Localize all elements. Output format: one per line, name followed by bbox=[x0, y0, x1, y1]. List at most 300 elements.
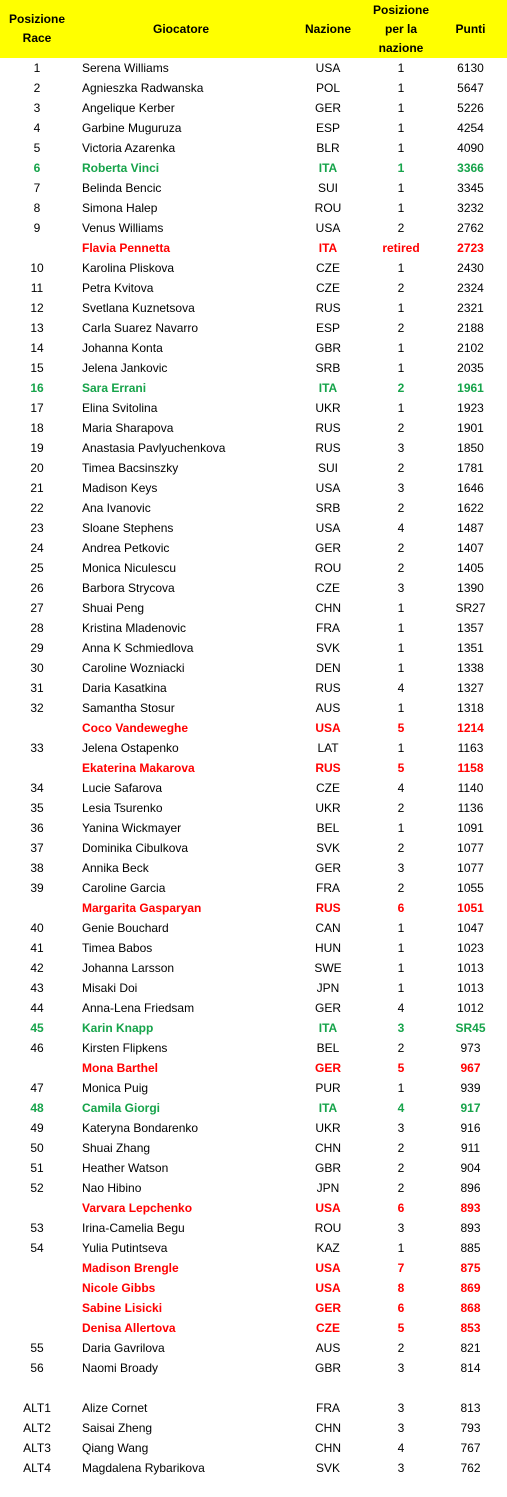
nation-rank-cell: 4 bbox=[397, 681, 405, 695]
points-cell: 893 bbox=[460, 1201, 481, 1215]
points-cell: 4254 bbox=[457, 121, 484, 135]
nation-cell: ITA bbox=[318, 1101, 338, 1115]
nation-rank-cell: 2 bbox=[397, 881, 405, 895]
nation-cell: BLR bbox=[316, 141, 340, 155]
points-cell: 813 bbox=[460, 1401, 481, 1415]
nation-rank-cell: 5 bbox=[397, 1321, 405, 1335]
player-name-cell: Anna-Lena Friedsam bbox=[82, 1001, 195, 1015]
player-name-cell: Lucie Safarova bbox=[82, 781, 163, 795]
table-row bbox=[0, 1298, 507, 1318]
nation-cell: GER bbox=[314, 861, 341, 875]
table-row bbox=[0, 518, 507, 538]
table-header bbox=[0, 0, 507, 58]
points-cell: 869 bbox=[460, 1281, 481, 1295]
rank-cell: 55 bbox=[30, 1341, 44, 1355]
table-row bbox=[0, 1178, 507, 1198]
header-nation: Nazione bbox=[288, 0, 368, 58]
table-row bbox=[0, 598, 507, 618]
table-row bbox=[0, 278, 507, 298]
nation-rank-cell: 2 bbox=[397, 221, 405, 235]
nation-rank-cell: 2 bbox=[397, 801, 405, 815]
nation-rank-cell: 3 bbox=[397, 441, 405, 455]
nation-rank-cell: 2 bbox=[397, 1141, 405, 1155]
table-row bbox=[0, 758, 507, 778]
table-row bbox=[0, 898, 507, 918]
nation-rank-cell: 2 bbox=[397, 1181, 405, 1195]
nation-rank-cell: 2 bbox=[397, 561, 405, 575]
table-row bbox=[0, 438, 507, 458]
player-name-cell: Sloane Stephens bbox=[82, 521, 174, 535]
nation-cell: USA bbox=[315, 221, 341, 235]
nation-cell: RUS bbox=[315, 301, 341, 315]
player-name-cell: Victoria Azarenka bbox=[82, 141, 176, 155]
rank-cell: 12 bbox=[30, 301, 44, 315]
rank-cell: 41 bbox=[30, 941, 44, 955]
points-cell: 911 bbox=[460, 1141, 481, 1155]
nation-cell: GBR bbox=[314, 1361, 341, 1375]
player-name-cell: Johanna Konta bbox=[82, 341, 163, 355]
points-cell: 2321 bbox=[457, 301, 484, 315]
rank-cell: 42 bbox=[30, 961, 44, 975]
rank-cell: 34 bbox=[30, 781, 44, 795]
nation-rank-cell: 3 bbox=[397, 1401, 405, 1415]
points-cell: 1923 bbox=[457, 401, 484, 415]
player-name-cell: Misaki Doi bbox=[82, 981, 138, 995]
rank-cell: 22 bbox=[30, 501, 44, 515]
table-row bbox=[0, 378, 507, 398]
table-row bbox=[0, 558, 507, 578]
points-cell: 6130 bbox=[457, 61, 484, 75]
nation-cell: ITA bbox=[318, 161, 338, 175]
player-name-cell: Naomi Broady bbox=[82, 1361, 159, 1375]
table-row bbox=[0, 238, 507, 258]
table-row bbox=[0, 298, 507, 318]
player-name-cell: Karolina Pliskova bbox=[82, 261, 175, 275]
points-cell: 967 bbox=[460, 1061, 481, 1075]
points-cell: 1013 bbox=[457, 981, 484, 995]
rank-cell: 18 bbox=[30, 421, 44, 435]
player-name-cell: Ekaterina Makarova bbox=[82, 761, 195, 775]
nation-rank-cell: 2 bbox=[397, 321, 405, 335]
rank-cell: 7 bbox=[33, 181, 41, 195]
table-row bbox=[0, 1198, 507, 1218]
points-cell bbox=[434, 1378, 507, 1398]
player-name-cell: Simona Halep bbox=[82, 201, 158, 215]
nation-rank-cell: 4 bbox=[397, 521, 405, 535]
table-row bbox=[0, 1418, 507, 1438]
rank-cell: 52 bbox=[30, 1181, 44, 1195]
points-cell: 5647 bbox=[457, 81, 484, 95]
player-name-cell: Kateryna Bondarenko bbox=[82, 1121, 199, 1135]
rank-cell bbox=[0, 1378, 74, 1398]
player-name-cell: Caroline Wozniacki bbox=[82, 661, 185, 675]
points-cell: 1047 bbox=[457, 921, 484, 935]
nation-cell: UKR bbox=[315, 801, 341, 815]
table-row bbox=[0, 618, 507, 638]
player-name-cell: Venus Williams bbox=[82, 221, 164, 235]
nation-rank-cell: 1 bbox=[397, 81, 405, 95]
player-name-cell: Timea Bacsinszky bbox=[82, 461, 179, 475]
rank-cell: 2 bbox=[33, 81, 41, 95]
points-cell: 1327 bbox=[457, 681, 484, 695]
points-cell: 1487 bbox=[457, 521, 484, 535]
nation-rank-cell bbox=[368, 1378, 434, 1398]
nation-cell: GER bbox=[314, 1061, 341, 1075]
nation-rank-cell: retired bbox=[382, 241, 420, 255]
player-name-cell: Dominika Cibulkova bbox=[82, 841, 189, 855]
table-row bbox=[0, 1238, 507, 1258]
table-row bbox=[0, 178, 507, 198]
rank-cell: 26 bbox=[30, 581, 44, 595]
nation-rank-cell: 1 bbox=[397, 601, 405, 615]
player-name-cell: Agnieszka Radwanska bbox=[82, 81, 204, 95]
points-cell: 893 bbox=[460, 1221, 481, 1235]
nation-rank-cell: 1 bbox=[397, 341, 405, 355]
nation-rank-cell: 1 bbox=[397, 941, 405, 955]
nation-rank-cell: 5 bbox=[397, 761, 405, 775]
points-cell: 2430 bbox=[457, 261, 484, 275]
player-name-cell: Kristina Mladenovic bbox=[82, 621, 187, 635]
rank-cell: 43 bbox=[30, 981, 44, 995]
nation-cell: USA bbox=[315, 721, 341, 735]
points-cell: 1646 bbox=[457, 481, 484, 495]
player-name-cell: Maria Sharapova bbox=[82, 421, 174, 435]
table-row bbox=[0, 1258, 507, 1278]
rank-cell: 19 bbox=[30, 441, 44, 455]
rank-cell: 30 bbox=[30, 661, 44, 675]
nation-cell: DEN bbox=[315, 661, 341, 675]
points-cell: 1338 bbox=[457, 661, 484, 675]
player-name-cell: Caroline Garcia bbox=[82, 881, 166, 895]
rank-cell: ALT4 bbox=[23, 1461, 51, 1475]
table-row bbox=[0, 318, 507, 338]
table-row bbox=[0, 1138, 507, 1158]
rank-cell: 11 bbox=[30, 281, 44, 295]
nation-cell: UKR bbox=[315, 401, 341, 415]
player-name-cell: Lesia Tsurenko bbox=[82, 801, 163, 815]
rank-cell: 46 bbox=[30, 1041, 44, 1055]
player-name-cell: Elina Svitolina bbox=[82, 401, 158, 415]
table-row bbox=[0, 978, 507, 998]
player-name-cell: Sara Errani bbox=[82, 381, 147, 395]
header-pos-nation: Posizione per la nazione bbox=[368, 0, 434, 58]
nation-cell: HUN bbox=[315, 941, 341, 955]
player-name-cell: Monica Niculescu bbox=[82, 561, 177, 575]
rank-cell: 35 bbox=[30, 801, 44, 815]
table-row bbox=[0, 1378, 507, 1398]
table-row bbox=[0, 498, 507, 518]
points-cell: 916 bbox=[460, 1121, 481, 1135]
nation-cell: CZE bbox=[316, 1321, 340, 1335]
table-row bbox=[0, 1458, 507, 1478]
nation-cell: GER bbox=[314, 1001, 341, 1015]
rank-cell bbox=[0, 1318, 74, 1338]
player-name-cell: Madison Brengle bbox=[82, 1261, 179, 1275]
points-cell: 896 bbox=[460, 1181, 481, 1195]
points-cell: 2723 bbox=[457, 241, 484, 255]
points-cell: 1163 bbox=[457, 741, 484, 755]
nation-cell: CHN bbox=[315, 1441, 341, 1455]
player-name-cell: Belinda Bencic bbox=[82, 181, 162, 195]
table-row bbox=[0, 1278, 507, 1298]
rank-cell: 10 bbox=[30, 261, 44, 275]
points-cell: 2188 bbox=[457, 321, 484, 335]
table-row bbox=[0, 478, 507, 498]
table-row bbox=[0, 398, 507, 418]
rank-cell bbox=[0, 1258, 74, 1278]
player-name-cell: Serena Williams bbox=[82, 61, 169, 75]
points-cell: 2762 bbox=[457, 221, 484, 235]
points-cell: 3345 bbox=[457, 181, 484, 195]
player-name-cell: Shuai Peng bbox=[82, 601, 145, 615]
nation-cell: FRA bbox=[316, 621, 340, 635]
table-row bbox=[0, 198, 507, 218]
rank-cell: 21 bbox=[30, 481, 44, 495]
nation-cell: ROU bbox=[314, 561, 342, 575]
table-row bbox=[0, 1058, 507, 1078]
rank-cell: 53 bbox=[30, 1221, 44, 1235]
player-name-cell: Heather Watson bbox=[82, 1161, 169, 1175]
rank-cell: 15 bbox=[30, 361, 44, 375]
table-body bbox=[0, 58, 507, 1478]
points-cell: 1318 bbox=[457, 701, 484, 715]
nation-cell: CZE bbox=[316, 581, 340, 595]
nation-rank-cell: 3 bbox=[397, 481, 405, 495]
points-cell: 1012 bbox=[457, 1001, 484, 1015]
nation-rank-cell: 1 bbox=[397, 1081, 405, 1095]
table-row bbox=[0, 158, 507, 178]
nation-cell: RUS bbox=[315, 441, 341, 455]
player-name-cell: Magdalena Rybarikova bbox=[82, 1461, 205, 1475]
rank-cell: 49 bbox=[30, 1121, 44, 1135]
points-cell: 3232 bbox=[457, 201, 484, 215]
player-name-cell: Barbora Strycova bbox=[82, 581, 175, 595]
nation-rank-cell: 1 bbox=[397, 61, 405, 75]
points-cell: 885 bbox=[460, 1241, 481, 1255]
player-name-cell: Garbine Muguruza bbox=[82, 121, 182, 135]
nation-rank-cell: 3 bbox=[397, 581, 405, 595]
table-row bbox=[0, 838, 507, 858]
nation-rank-cell: 1 bbox=[397, 961, 405, 975]
player-name-cell: Coco Vandeweghe bbox=[82, 721, 189, 735]
points-cell: 3366 bbox=[457, 161, 484, 175]
rank-cell: ALT3 bbox=[23, 1441, 51, 1455]
player-name-cell: Jelena Ostapenko bbox=[82, 741, 179, 755]
points-cell: 1357 bbox=[457, 621, 484, 635]
player-name-cell: Angelique Kerber bbox=[82, 101, 175, 115]
nation-cell: ITA bbox=[318, 241, 338, 255]
nation-rank-cell: 3 bbox=[397, 1461, 405, 1475]
nation-rank-cell: 5 bbox=[397, 1061, 405, 1075]
points-cell: 1091 bbox=[457, 821, 484, 835]
nation-rank-cell: 1 bbox=[397, 1241, 405, 1255]
points-cell: SR27 bbox=[455, 601, 486, 615]
nation-rank-cell: 3 bbox=[397, 1421, 405, 1435]
nation-rank-cell: 3 bbox=[397, 1021, 405, 1035]
player-name-cell: Samantha Stosur bbox=[82, 701, 175, 715]
points-cell: 875 bbox=[460, 1261, 481, 1275]
nation-cell: BEL bbox=[316, 821, 340, 835]
table-row bbox=[0, 798, 507, 818]
table-row bbox=[0, 638, 507, 658]
rank-cell: 5 bbox=[33, 141, 41, 155]
table-row bbox=[0, 1338, 507, 1358]
player-name-cell: Nao Hibino bbox=[82, 1181, 142, 1195]
nation-cell: ITA bbox=[318, 1021, 338, 1035]
rank-cell: 4 bbox=[33, 121, 41, 135]
nation-cell: CZE bbox=[316, 281, 340, 295]
nation-cell: LAT bbox=[317, 741, 339, 755]
rank-cell bbox=[0, 1198, 74, 1218]
rank-cell: 37 bbox=[30, 841, 44, 855]
nation-cell: RUS bbox=[315, 901, 341, 915]
nation-rank-cell: 2 bbox=[397, 501, 405, 515]
nation-cell: ROU bbox=[314, 1221, 342, 1235]
nation-rank-cell: 1 bbox=[397, 661, 405, 675]
points-cell: 853 bbox=[460, 1321, 481, 1335]
nation-rank-cell: 1 bbox=[397, 921, 405, 935]
nation-cell: JPN bbox=[316, 981, 340, 995]
table-row bbox=[0, 718, 507, 738]
player-name-cell: Yulia Putintseva bbox=[82, 1241, 168, 1255]
rank-cell: 44 bbox=[30, 1001, 44, 1015]
nation-cell: SRB bbox=[315, 361, 341, 375]
nation-cell: RUS bbox=[315, 681, 341, 695]
player-name-cell: Yanina Wickmayer bbox=[82, 821, 182, 835]
nation-rank-cell: 2 bbox=[397, 381, 405, 395]
points-cell: 1077 bbox=[457, 841, 484, 855]
nation-cell: PUR bbox=[315, 1081, 341, 1095]
points-cell: 1407 bbox=[457, 541, 484, 555]
rank-cell: 40 bbox=[30, 921, 44, 935]
player-name-cell: Daria Kasatkina bbox=[82, 681, 167, 695]
points-cell: 1140 bbox=[457, 781, 484, 795]
rank-cell: ALT2 bbox=[23, 1421, 51, 1435]
rank-cell: 25 bbox=[30, 561, 44, 575]
player-name-cell bbox=[74, 1378, 288, 1398]
nation-rank-cell: 2 bbox=[397, 421, 405, 435]
player-name-cell: Svetlana Kuznetsova bbox=[82, 301, 195, 315]
points-cell: 1136 bbox=[457, 801, 484, 815]
nation-rank-cell: 1 bbox=[397, 141, 405, 155]
points-cell: SR45 bbox=[455, 1021, 486, 1035]
rank-cell bbox=[0, 718, 74, 738]
rank-cell: 14 bbox=[30, 341, 44, 355]
rank-cell: 9 bbox=[33, 221, 41, 235]
nation-rank-cell: 1 bbox=[397, 981, 405, 995]
nation-cell: USA bbox=[315, 1281, 341, 1295]
nation-rank-cell: 6 bbox=[397, 901, 405, 915]
rank-cell bbox=[0, 238, 74, 258]
player-name-cell: Qiang Wang bbox=[82, 1441, 149, 1455]
table-row bbox=[0, 1118, 507, 1138]
nation-rank-cell: 2 bbox=[397, 1041, 405, 1055]
player-name-cell: Saisai Zheng bbox=[82, 1421, 153, 1435]
rank-cell: 17 bbox=[30, 401, 44, 415]
table-row bbox=[0, 818, 507, 838]
table-row bbox=[0, 1078, 507, 1098]
rank-cell: 27 bbox=[30, 601, 44, 615]
nation-rank-cell: 4 bbox=[397, 1441, 405, 1455]
player-name-cell: Carla Suarez Navarro bbox=[82, 321, 199, 335]
player-name-cell: Camila Giorgi bbox=[82, 1101, 161, 1115]
points-cell: 793 bbox=[460, 1421, 481, 1435]
player-name-cell: Margarita Gasparyan bbox=[82, 901, 202, 915]
points-cell: 814 bbox=[460, 1361, 481, 1375]
table-row bbox=[0, 58, 507, 78]
nation-cell: RUS bbox=[315, 761, 341, 775]
nation-cell: GER bbox=[314, 101, 341, 115]
rank-cell: 45 bbox=[30, 1021, 44, 1035]
nation-cell: SWE bbox=[314, 961, 342, 975]
rank-cell: 23 bbox=[30, 521, 44, 535]
nation-rank-cell: 1 bbox=[397, 361, 405, 375]
player-name-cell: Nicole Gibbs bbox=[82, 1281, 156, 1295]
nation-cell: CHN bbox=[315, 1421, 341, 1435]
nation-cell: USA bbox=[315, 61, 341, 75]
table-row bbox=[0, 698, 507, 718]
table-row bbox=[0, 878, 507, 898]
points-cell: 4090 bbox=[457, 141, 484, 155]
rank-cell: 8 bbox=[33, 201, 41, 215]
nation-rank-cell: 2 bbox=[397, 1341, 405, 1355]
table-row bbox=[0, 778, 507, 798]
nation-rank-cell: 1 bbox=[397, 401, 405, 415]
nation-cell: SUI bbox=[317, 461, 338, 475]
rank-cell bbox=[0, 898, 74, 918]
header-player: Giocatore bbox=[74, 0, 288, 58]
rank-cell: 31 bbox=[30, 681, 44, 695]
points-cell: 762 bbox=[460, 1461, 481, 1475]
points-cell: 1390 bbox=[457, 581, 484, 595]
table-row bbox=[0, 218, 507, 238]
points-cell: 2035 bbox=[457, 361, 484, 375]
points-cell: 2102 bbox=[457, 341, 484, 355]
nation-cell: CHN bbox=[315, 601, 341, 615]
rank-cell: 24 bbox=[30, 541, 44, 555]
player-name-cell: Jelena Jankovic bbox=[82, 361, 168, 375]
points-cell: 1158 bbox=[457, 761, 484, 775]
nation-cell: AUS bbox=[315, 1341, 341, 1355]
nation-rank-cell: 1 bbox=[397, 821, 405, 835]
nation-rank-cell: 3 bbox=[397, 1221, 405, 1235]
rank-cell: 1 bbox=[33, 61, 41, 75]
nation-rank-cell: 3 bbox=[397, 861, 405, 875]
rank-cell: 51 bbox=[30, 1161, 44, 1175]
nation-cell: SVK bbox=[315, 1461, 340, 1475]
table-row bbox=[0, 418, 507, 438]
nation-rank-cell: 6 bbox=[397, 1301, 405, 1315]
rank-cell: 32 bbox=[30, 701, 44, 715]
nation-cell: SRB bbox=[315, 501, 341, 515]
points-cell: 904 bbox=[460, 1161, 481, 1175]
table-row bbox=[0, 738, 507, 758]
player-name-cell: Sabine Lisicki bbox=[82, 1301, 163, 1315]
table-row bbox=[0, 78, 507, 98]
header-points: Punti bbox=[434, 0, 507, 58]
nation-rank-cell: 2 bbox=[397, 1161, 405, 1175]
player-name-cell: Timea Babos bbox=[82, 941, 153, 955]
nation-rank-cell: 1 bbox=[397, 201, 405, 215]
table-row bbox=[0, 1438, 507, 1458]
nation-rank-cell: 1 bbox=[397, 741, 405, 755]
nation-rank-cell: 3 bbox=[397, 1121, 405, 1135]
table-row bbox=[0, 118, 507, 138]
rank-cell: 33 bbox=[30, 741, 44, 755]
nation-rank-cell: 1 bbox=[397, 621, 405, 635]
nation-cell: ROU bbox=[314, 201, 342, 215]
nation-cell: SUI bbox=[317, 181, 338, 195]
